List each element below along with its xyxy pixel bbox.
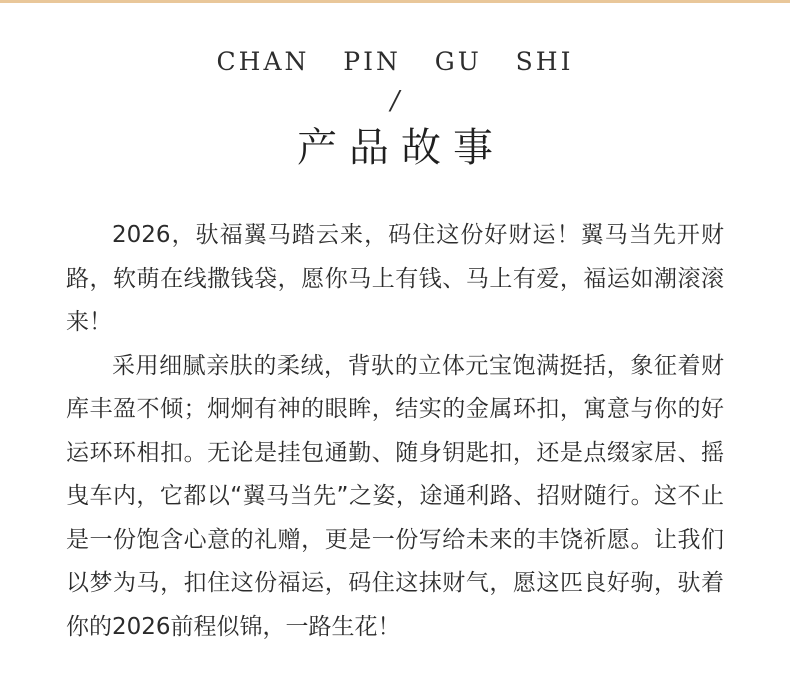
top-accent-bar: [0, 0, 790, 3]
section-header: [0, 44, 790, 176]
pinyin-subtitle: CHAN PIN GU SHI: [216, 47, 574, 76]
divider-slash: /: [390, 86, 400, 116]
story-paragraph: 采用细腻亲肤的柔绒，背驮的立体元宝饱满挺括，象征着财库丰盈不倾；炯炯有神的眼眸，结实的金属环扣，寓意与你的好运环环相扣。无论是挂包通勤、随身钥匙扣，还是点缀家居、摇曳车内，它都以“翼马当先”之姿，途通利路、招财随行。这不止是一份饱含心意的礼赠，更是一份写给未来的丰饶祈愿。让我们以梦为马，扣住这份福运，码住这抹财气，愿这匹良好驹，驮着你的2026前程似锦，一路生花！: [66, 352, 724, 640]
story-paragraph: 2026，驮福翼马踏云来，码住这份好财运！翼马当先开财路，软萌在线撒钱袋，愿你马上有钱、马上有爱，福运如潮滚滚来！: [66, 222, 724, 335]
page-title: 产品故事: [297, 125, 505, 171]
story-body: [66, 214, 724, 649]
